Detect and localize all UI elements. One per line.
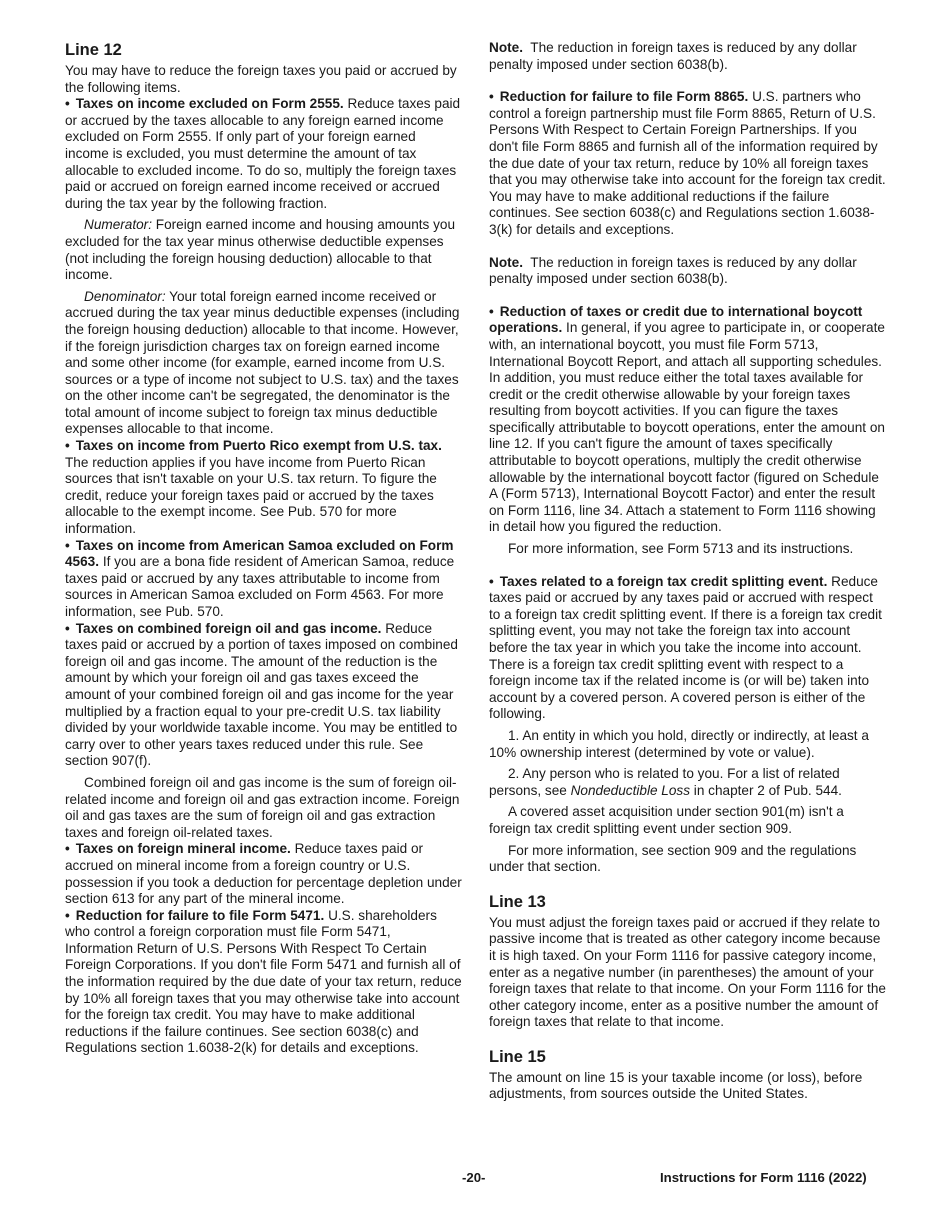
bullet-text: In general, if you agree to participate in, or cooperate with, an international boycott, you must file Form 5713, International Boycott Report, and attach all supporting schedules. In addition, you must reduce either the total taxes available for credit or the credit otherwise allowable by your foreign taxes resulting from boycott activities. If you can figure the taxes specifically attributable to boycott operations, enter the amount on line 12. If you can't figure the amount of taxes specifically attributable to boycott operations, multiply the credit otherwise allowable by the international boycott factor (figured on Schedule A (Form 5713), International Boycott Factor) and enter the result on Form 1116, line 34. Attach a statement to Form 1116 showing in detail how you figured the reduction. (489, 320, 885, 535)
bullet-text: Reduce taxes paid or accrued on mineral income from a foreign country or U.S. possession if you took a deduction for percentage depletion under section 613 for any part of the mineral income. (65, 841, 462, 907)
bullet-title: Reduction for failure to file Form 8865. (499, 89, 749, 105)
bullet-title: Reduction of taxes or credit due to international boycott operations. (489, 303, 863, 336)
bullet-title: Reduction for failure to file Form 5471. (75, 907, 325, 923)
bullet-american-samoa (65, 538, 462, 621)
form-title: Instructions for Form 1116 (2022) (660, 1170, 867, 1185)
note-label: Note. (489, 254, 523, 270)
bullet-form-5471 (65, 908, 462, 1057)
oil-gas-definition: Combined foreign oil and gas income is the sum of foreign oil-related income and foreign oil and gas extraction income. Foreign oil and gas taxes are the sum of foreign oil and gas extraction taxes and foreign oil-related taxes. (65, 774, 460, 840)
item2-text-end: in chapter 2 of Pub. 544. (690, 782, 842, 798)
numerator-text: Foreign earned income and housing amounts you excluded for the tax year minus otherwise deductible expenses (not including the foreign housing deduction) allocable to that income. (65, 217, 456, 283)
boycott-more-info: For more information, see Form 5713 and its instructions. (508, 541, 854, 557)
item2-text: 2. Any person who is related to you. For a list of related persons, see (489, 766, 840, 798)
bullet-mineral-income (65, 841, 462, 907)
bullet-form-2555 (65, 96, 462, 212)
line15-text: The amount on line 15 is your taxable income (or loss), before adjustments, from sources outside the United States. (489, 1069, 863, 1102)
page-number: -20- (462, 1170, 486, 1185)
bullet-text: Reduce taxes paid or accrued by a portion of taxes imposed on combined foreign oil and gas income. The amount of the reduction is the amount by which your foreign oil and gas taxes exceed the amount of your combined foreign oil and gas income for the year multiplied by a fraction equal to your pre-credit U.S. tax liability divided by your worldwide taxable income. You may be entitled to carry over to other years taxes reduced under this rule. See section 907(f). (65, 620, 458, 769)
splitting-more-info: For more information, see section 909 and the regulations under that section. (489, 842, 857, 875)
note-penalty-8865 (489, 255, 886, 288)
line15-heading: Line 15 (489, 1047, 546, 1066)
bullet-text: Reduce taxes paid or accrued by the taxes allocable to any foreign earned income excluded on Form 2555. If only part of your foreign earned income is excluded, you must determine the amount of tax allocable to excluded income. To do so, multiply the foreign taxes paid or accrued on foreign earned income received or accrued during the tax year by the following fraction. (65, 96, 461, 211)
bullet-title: Taxes on combined foreign oil and gas income. (75, 620, 382, 636)
bullet-text: If you are a bona fide resident of American Samoa, reduce taxes paid or accrued by any taxes attributable to income from sources in American Samoa excluded on Form 4563. For more information, see Pub. 570. (65, 554, 455, 619)
bullet-title: Taxes on foreign mineral income. (75, 841, 291, 857)
bullet-title: Taxes on income excluded on Form 2555. (75, 96, 344, 112)
numerator-label: Numerator: (84, 217, 152, 233)
covered-asset-paragraph: A covered asset acquisition under section 901(m) isn't a foreign tax credit splitting event under section 909. (489, 804, 844, 836)
covered-person-item-1: 1. An entity in which you hold, directly or indirectly, at least a 10% ownership interest (determined by vote or value). (489, 727, 869, 760)
numerator-paragraph (65, 217, 462, 283)
line13-text: You must adjust the foreign taxes paid or accrued if they relate to passive income that is treated as other category income because it is high taxed. On your Form 1116 for passive category income, enter as a negative number (in parentheses) the amount of your foreign taxes that relate to that income. On your Form 1116 for the other category income, enter as a positive number the amount of foreign taxes that relate to that income. (489, 914, 886, 1030)
bullet-boycott (489, 304, 886, 536)
bullet-text: U.S. partners who control a foreign partnership must file Form 8865, Return of U.S. Persons With Respect to Certain Foreign Partnerships. If you don't file Form 8865 and furnish all of the information required by the due date of your tax return, reduce by 10% all foreign taxes that you may otherwise take into account for the foreign tax credit. You may have to make additional reductions if the failure continues. See section 6038(c) and Regulations section 1.6038-3(k) for details and exceptions. (489, 89, 886, 237)
denominator-paragraph (65, 289, 462, 438)
denominator-text: Your total foreign earned income received or accrued during the tax year minus deductible expenses (including the foreign housing deduction) allocable to that income. However, if the foreign jurisdiction charges tax on foreign earned income and some other income (for example, earned income from U.S. sources or a type of income not subject to U.S. tax) and the taxes on the other income can't be segregated, the denominator is the total amount of income subject to foreign tax minus deductible expenses allocable to that income. (65, 288, 460, 437)
line12-heading: Line 12 (65, 41, 122, 59)
note-text: The reduction in foreign taxes is reduced by any dollar penalty imposed under section 6038(b). (489, 254, 857, 287)
bullet-oil-gas (65, 621, 462, 770)
line13-heading: Line 13 (489, 892, 546, 911)
bullet-text: The reduction applies if you have income from Puerto Rican sources that isn't taxable on your U.S. tax return. To figure the credit, reduce your foreign taxes paid or accrued by the taxes allocable to the exempt income. See Pub. 570 for more information. (65, 454, 437, 537)
bullet-puerto-rico (65, 438, 462, 538)
bullet-title: Taxes on income from Puerto Rico exempt from U.S. tax. (75, 438, 442, 454)
bullet-text: U.S. shareholders who control a foreign corporation must file Form 5471, Information Return of U.S. Persons With Respect To Certain Foreign Corporations. If you don't file Form 5471 and furnish all of the information required by the due date of your tax return, reduce by 10% all foreign taxes that you may otherwise take into account for the foreign tax credit. You may have to make additional reductions if the failure continues. See section 6038(c) and Regulations section 1.6038-2(k) for details and exceptions. (65, 907, 462, 1056)
note-text: The reduction in foreign taxes is reduced by any dollar penalty imposed under section 6038(b). (489, 40, 857, 72)
bullet-form-8865 (489, 89, 886, 238)
item2-reference: Nondeductible Loss (570, 782, 691, 798)
note-label: Note. (489, 40, 523, 55)
bullet-title: Taxes related to a foreign tax credit splitting event. (499, 573, 828, 589)
left-column (65, 40, 462, 1057)
bullet-title: Taxes on income from American Samoa excluded on Form 4563. (65, 537, 454, 570)
denominator-label: Denominator: (84, 288, 166, 304)
note-penalty-5471 (489, 40, 886, 73)
right-column (489, 40, 886, 1103)
bullet-text: Reduce taxes paid or accrued by any taxes paid or accrued with respect to a foreign tax credit splitting event. If there is a foreign tax credit splitting event, you may not take the foreign tax into account before the tax year in which you take the income into account. There is a foreign tax credit splitting event with respect to a foreign income tax if the related income is (or will be) taken into account by a covered person. A covered person is either of the following. (489, 573, 882, 722)
covered-person-item-2 (489, 766, 886, 799)
line12-intro: You may have to reduce the foreign taxes you paid or accrued by the following items. (65, 63, 457, 95)
bullet-splitting-event (489, 574, 886, 723)
